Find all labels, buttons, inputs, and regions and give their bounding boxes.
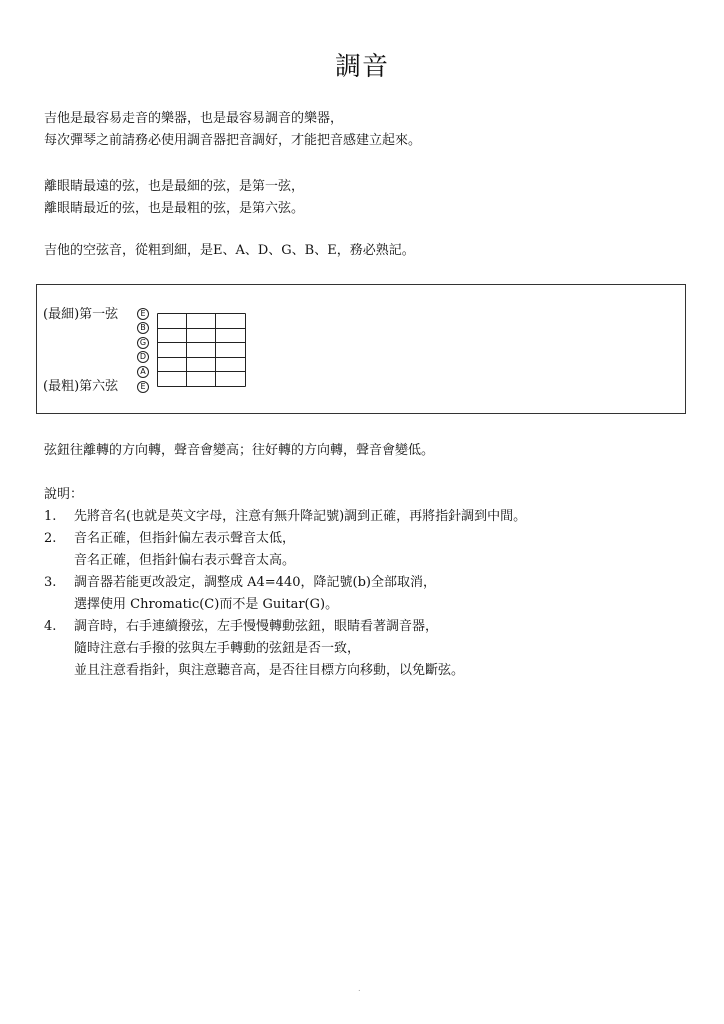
fretboard-grid	[157, 313, 247, 389]
step-3-line-2: 選擇使用 Chromatic(C)而不是 Guitar(G)。	[74, 597, 339, 612]
strings-desc-line-2: 離眼睛最近的弦，也是最粗的弦，是第六弦。	[44, 201, 305, 216]
step-2-line-1: 音名正確，但指針偏左表示聲音太低，	[74, 531, 296, 546]
strings-desc-line-1: 離眼睛最遠的弦，也是最細的弦，是第一弦，	[44, 179, 305, 194]
step-3-number: 3.	[44, 575, 57, 590]
string-note-4: D	[137, 351, 149, 363]
string-note-3: G	[137, 337, 149, 349]
first-string-label: (最細)第一弦	[43, 307, 119, 322]
string-diagram-box	[36, 284, 686, 414]
string-note-2: B	[137, 322, 149, 334]
step-2-line-2: 音名正確，但指針偏右表示聲音太高。	[74, 553, 296, 568]
step-4-line-1: 調音時，右手連續撥弦，左手慢慢轉動弦鈕，眼睛看著調音器，	[74, 619, 439, 634]
step-2-number: 2.	[44, 531, 57, 546]
string-note-1: E	[137, 308, 149, 320]
step-3-line-1: 調音器若能更改設定，調整成 A4=440，降記號(b)全部取消，	[74, 575, 436, 590]
intro-line-2: 每次彈琴之前請務必使用調音器把音調好，才能把音感建立起來。	[44, 133, 422, 148]
page-footer-mark: .	[358, 984, 361, 993]
string-note-6: E	[137, 381, 149, 393]
intro-line-1: 吉他是最容易走音的樂器，也是最容易調音的樂器，	[44, 111, 344, 126]
sixth-string-label: (最粗)第六弦	[43, 379, 119, 394]
string-note-5: A	[137, 366, 149, 378]
open-strings-text: 吉他的空弦音，從粗到細，是E、A、D、G、B、E，務必熟記。	[44, 243, 415, 258]
page-title: 調音	[334, 52, 389, 82]
step-4-line-2: 隨時注意右手撥的弦與左手轉動的弦鈕是否一致，	[74, 641, 361, 656]
step-4-line-3: 並且注意看指針，與注意聽音高，是否往目標方向移動，以免斷弦。	[74, 663, 465, 678]
step-4-number: 4.	[44, 619, 57, 634]
step-1-line-1: 先將音名(也就是英文字母，注意有無升降記號)調到正確，再將指針調到中間。	[74, 509, 527, 524]
knob-direction-text: 弦鈕往離轉的方向轉，聲音會變高；往好轉的方向轉，聲音會變低。	[44, 443, 435, 458]
step-1-number: 1.	[44, 509, 57, 524]
explain-heading: 說明：	[44, 487, 84, 502]
